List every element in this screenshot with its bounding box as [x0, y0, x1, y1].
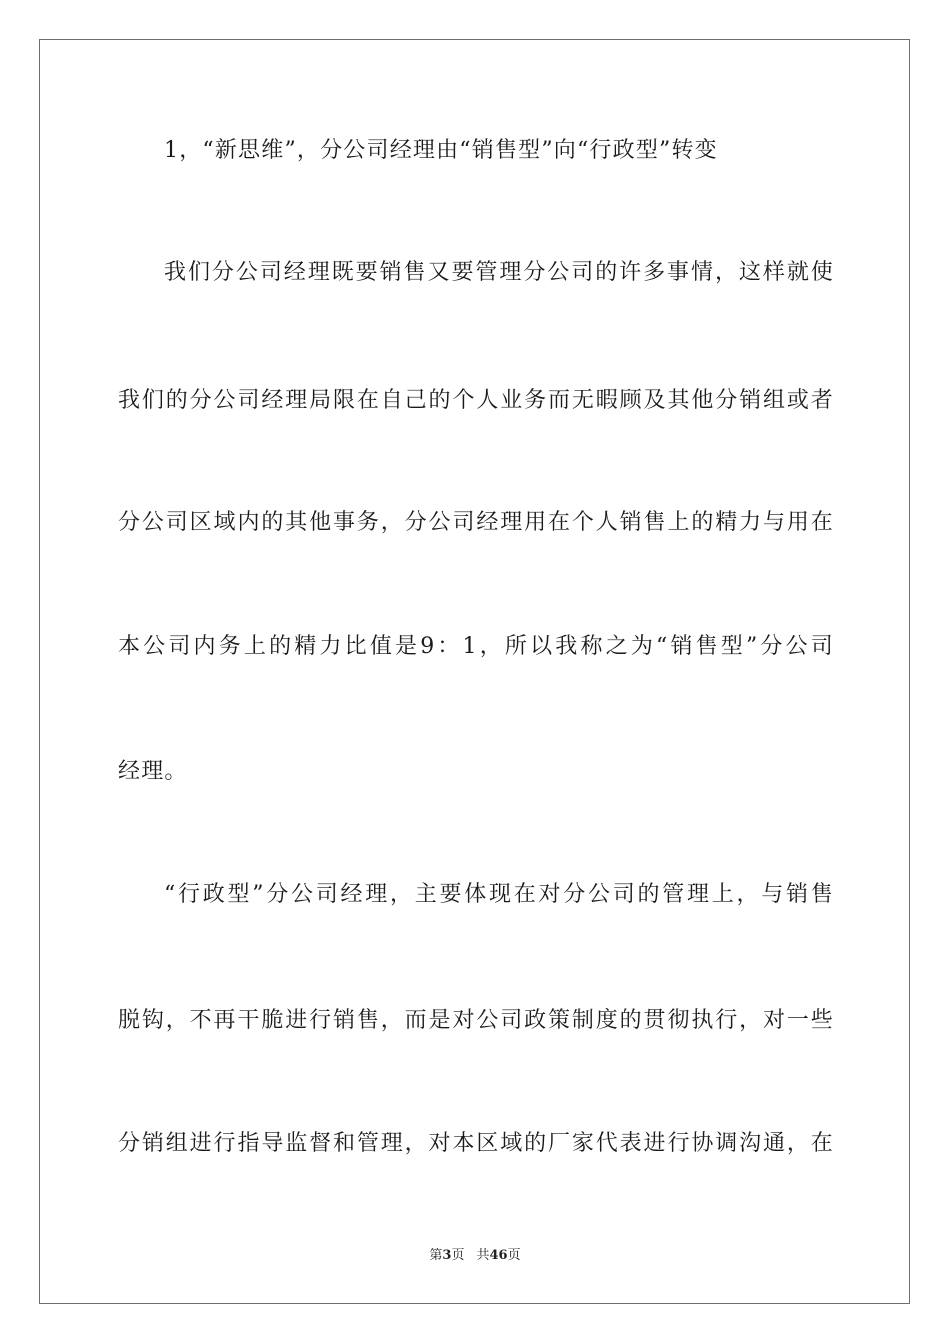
total-suffix: 页 — [507, 1248, 521, 1263]
paragraph-line: 分公司区域内的其他事务，分公司经理用在个人销售上的精力与用在 — [118, 510, 834, 535]
page-border — [39, 39, 910, 1304]
page-suffix: 页 — [451, 1248, 465, 1263]
paragraph-line: 经理。 — [118, 759, 188, 784]
page-footer — [0, 1247, 950, 1265]
paragraph-line: 我们分公司经理既要销售又要管理分公司的许多事情，这样就使 — [164, 260, 834, 285]
paragraph-line: 我们的分公司经理局限在自己的个人业务而无暇顾及其他分销组或者 — [118, 388, 834, 413]
total-prefix: 共 — [476, 1248, 490, 1263]
total-pages: 46 — [489, 1248, 508, 1263]
paragraph-line: 脱钩，不再干脆进行销售，而是对公司政策制度的贯彻执行，对一些 — [118, 1008, 834, 1033]
paragraph-line: “行政型”分公司经理，主要体现在对分公司的管理上，与销售 — [164, 882, 834, 907]
heading-line: 1，“新思维”，分公司经理由“销售型”向“行政型”转变 — [164, 138, 718, 163]
paragraph-line: 分销组进行指导监督和管理，对本区域的厂家代表进行协调沟通，在 — [118, 1131, 834, 1156]
paragraph-line: 本公司内务上的精力比值是9：1，所以我称之为“销售型”分公司 — [118, 634, 834, 659]
page-number: 3 — [442, 1248, 452, 1263]
page-prefix: 第 — [429, 1248, 443, 1263]
